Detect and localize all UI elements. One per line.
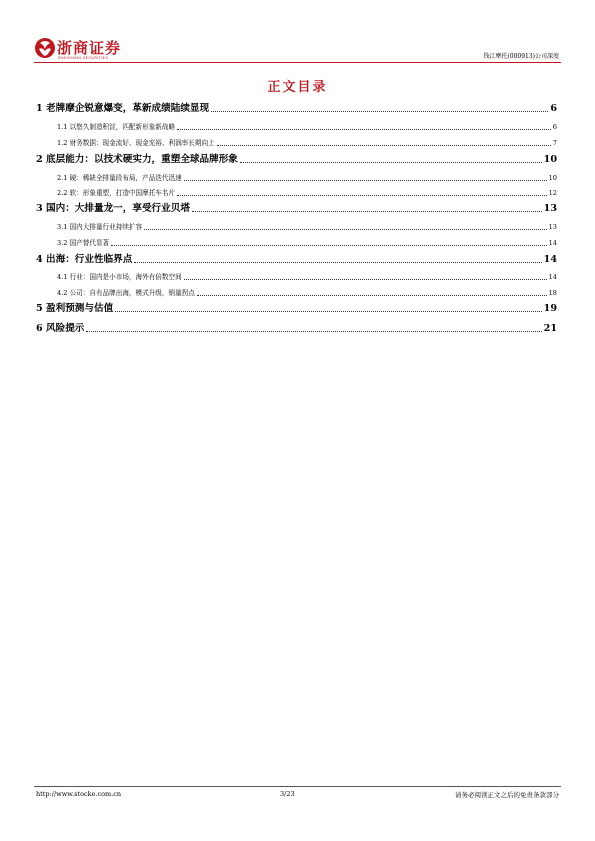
toc-entry-page: 14 [548, 239, 557, 247]
toc-entry-label: 4.2 公司：自有品牌出海，模式升级，销量拐点 [57, 289, 195, 297]
toc-leader-dots [184, 279, 547, 280]
footer-url[interactable]: http://www.stocke.com.cn [36, 790, 122, 798]
toc-entry-page: 21 [543, 323, 557, 334]
toc-leader-dots [144, 229, 546, 230]
toc-entry-label: 2.1 硬：稀缺全排量段布局，产品迭代迅速 [57, 174, 182, 182]
toc-entry[interactable] [36, 251, 557, 265]
report-label: 钱江摩托(000913)公司深度 [483, 53, 559, 60]
toc-entry-page: 14 [543, 254, 557, 265]
toc-entry[interactable] [36, 237, 557, 247]
toc-entry-page: 18 [548, 289, 557, 297]
toc-entry-label: 3.1 国内大排量行业持续扩容 [57, 223, 143, 231]
toc-leader-dots [192, 211, 542, 212]
logo-subtext: ZHESHANG SECURITIES [58, 56, 109, 60]
toc-leader-dots [86, 331, 541, 332]
toc-entry-label: 3.2 国产替代显著 [57, 239, 110, 247]
toc-entry[interactable] [36, 172, 557, 182]
toc-entry[interactable] [36, 151, 557, 165]
logo-text: 浙商证券 [57, 39, 122, 57]
toc-entry-page: 12 [548, 189, 557, 197]
toc-entry-label: 5 盈利预测与估值 [36, 303, 114, 314]
toc-entry-label: 1 老牌摩企锐意爆变，革新成绩陆续显现 [36, 103, 210, 114]
toc-entry-label: 4 出海：行业性临界点 [36, 254, 133, 265]
toc-entry-page: 14 [548, 273, 557, 281]
toc-entry-page: 6 [550, 103, 557, 114]
toc-entry[interactable] [36, 287, 557, 297]
toc-leader-dots [115, 311, 541, 312]
toc-entry[interactable] [36, 221, 557, 231]
toc-entry-label: 2 底层能力：以技术硬实力，重塑全球品牌形象 [36, 154, 238, 165]
toc-entry-label: 6 风险提示 [36, 323, 85, 334]
toc-entry-label: 2.2 软：形象重塑，打造中国摩托车名片 [57, 189, 176, 197]
toc-entry-label: 1.1 以悠久制造积淀，匹配新形象新战略 [57, 123, 176, 131]
toc-entry-page: 13 [543, 203, 557, 214]
toc-entry[interactable] [36, 200, 557, 214]
toc-leader-dots [111, 245, 546, 246]
toc-entry[interactable] [36, 300, 557, 314]
toc-leader-dots [177, 195, 547, 196]
toc-leader-dots [240, 162, 542, 163]
toc-entry[interactable] [36, 271, 557, 281]
header-divider [34, 62, 561, 63]
toc-leader-dots [197, 295, 547, 296]
toc-leader-dots [217, 145, 551, 146]
toc-leader-dots [134, 262, 541, 263]
toc-entry-page: 10 [548, 174, 557, 182]
toc-entry-page: 10 [543, 154, 557, 165]
toc-entry-page: 19 [543, 303, 557, 314]
toc-entry-label: 4.1 行业：国内是小市场，海外有倍数空间 [57, 273, 182, 281]
toc-entry-page: 13 [548, 223, 557, 231]
toc-entry-page: 7 [552, 139, 557, 147]
footer-disclaimer: 请务必阅读正文之后的免责条款部分 [455, 791, 559, 799]
toc-leader-dots [177, 129, 551, 130]
toc-title: 正文目录 [267, 80, 328, 95]
footer-divider [34, 786, 561, 787]
toc-leader-dots [211, 111, 548, 112]
toc-entry[interactable] [36, 137, 557, 147]
toc-entry[interactable] [36, 187, 557, 197]
toc-entry-label: 3 国内：大排量龙一，享受行业贝塔 [36, 203, 190, 214]
toc-entry-label: 1.2 财务数据：现金流好、现金充裕、利润率长期向上 [57, 139, 215, 147]
page-number: 3/23 [280, 790, 295, 798]
toc-entry-page: 6 [552, 123, 557, 131]
toc-entry[interactable] [36, 320, 557, 334]
toc-entry[interactable] [36, 121, 557, 131]
toc-entry[interactable] [36, 100, 557, 114]
toc-leader-dots [184, 180, 547, 181]
